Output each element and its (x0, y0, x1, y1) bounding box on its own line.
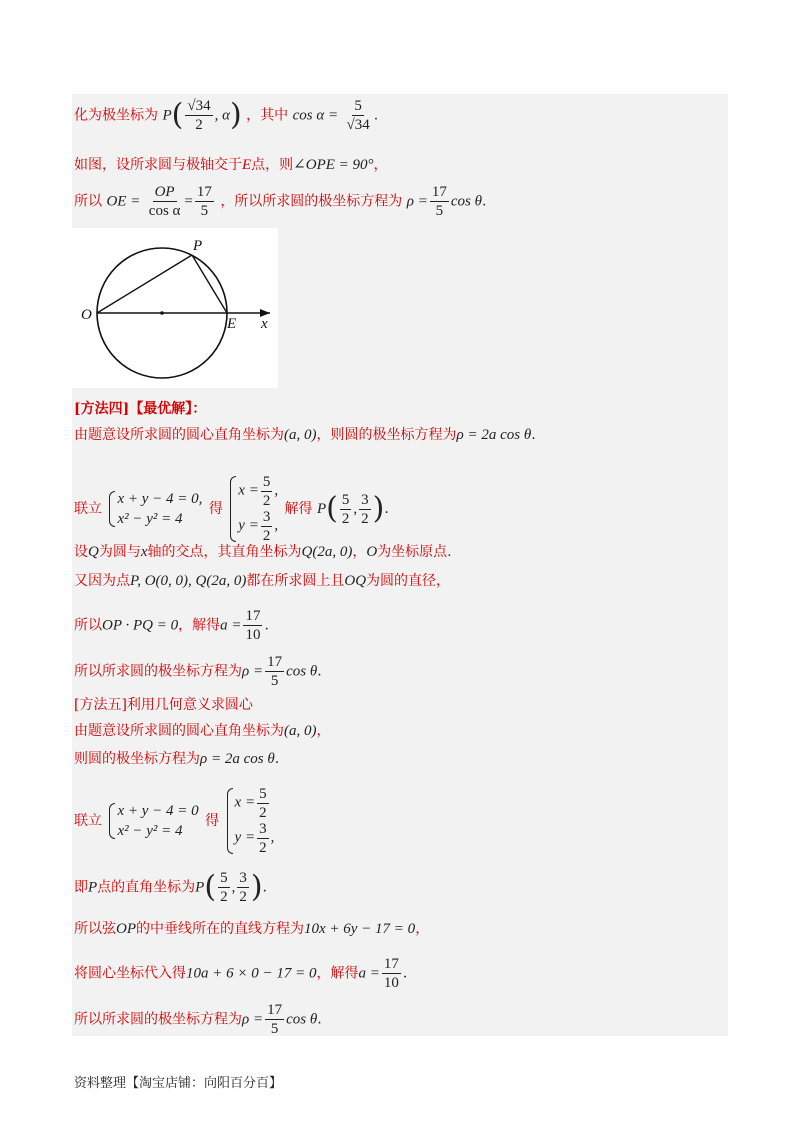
method4-line4: 又因为点P, O(0, 0), Q(2a, 0)都在所求圆上且OQ为圆的直径， (74, 573, 451, 589)
line-OE-result: 所以 OE = $\frac{OP}{\text{cos α}}$ = $\frac{17}{5}$ ，所以所求圆的极坐标方程为 ρ = $\frac{17}{5}$ cos θ. (74, 184, 487, 219)
segment-PE (192, 255, 227, 313)
method4-line1: 由题意设所求圆的圆心直角坐标为(a, 0)，则圆的极坐标方程为ρ = 2a cos θ. (74, 427, 536, 443)
solution-system: x = $\frac{5}{2}$ y = $\frac{3}{2}$ , (226, 786, 275, 856)
method4-line3: 设Q为圆与x轴的交点，其直角坐标为Q(2a, 0)，O为坐标原点. (74, 544, 452, 560)
center-point (160, 311, 164, 315)
circle-diagram-svg (72, 228, 278, 388)
method4-line6: 所以所求圆的极坐标方程为ρ = $\frac{17}{5}$ cos θ. (74, 654, 322, 689)
method4-line2: 联立 x + y − 4 = 0, x² − y² = 4 得 x = $\frac{5}{2}$ , y = $\frac{3}{2}$ , 解得 P( $\frac{5}{2}$ , $\frac{3}{2}$ ). (74, 474, 389, 544)
solution-system: x = $\frac{5}{2}$ , y = $\frac{3}{2}$ , (229, 474, 278, 544)
equation-system: x + y − 4 = 0, x² − y² = 4 (108, 489, 202, 529)
method5-line7: 所以所求圆的极坐标方程为ρ = $\frac{17}{5}$ cos θ. (74, 1002, 322, 1037)
label-P: P (193, 238, 203, 254)
method4-title: [方法四]【最优解】： (74, 401, 207, 417)
line-polar-coords: 化为极坐标为 P( $\frac{√34}{2}$ , α) ，其中 cos α = $\frac{5}{√34}$ . (74, 97, 379, 133)
method5-title: [方法五]利用几何意义求圆心 (74, 697, 253, 713)
method4-line5: 所以OP · PQ = 0，解得a = $\frac{17}{10}$ . (74, 608, 269, 643)
label-x: x (261, 316, 268, 332)
method5-line1: 由题意设所求圆的圆心直角坐标为(a, 0)， (74, 723, 331, 739)
circle-diagram (72, 228, 278, 388)
method5-line3: 联立 x + y − 4 = 0 x² − y² = 4 得 x = $\frac{5}{2}$ y = $\frac{3}{2}$ , (74, 786, 275, 856)
equation-system: x + y − 4 = 0 x² − y² = 4 (108, 801, 198, 841)
footer-source: 资料整理【淘宝店铺：向阳百分百】 (74, 1076, 283, 1091)
fraction: $\frac{√34}{2}$ (187, 98, 211, 133)
label-O: O (81, 307, 92, 323)
method5-line2: 则圆的极坐标方程为ρ = 2a cos θ. (74, 751, 280, 767)
label-E: E (227, 316, 237, 332)
fraction: $\frac{5}{√34}$ (346, 98, 370, 133)
method5-line5: 所以弦OP的中垂线所在的直线方程为10x + 6y − 17 = 0， (74, 921, 430, 937)
method5-line6: 将圆心坐标代入得10a + 6 × 0 − 17 = 0，解得a = $\frac{17}{10}$ . (74, 956, 408, 991)
method5-line4: 即P点的直角坐标为P( $\frac{5}{2}$ , $\frac{3}{2}$ ). (74, 869, 267, 905)
segment-OP (97, 255, 192, 313)
line-figure-intro: 如图，设所求圆与极轴交于E点，则∠OPE = 90°， (74, 157, 388, 173)
